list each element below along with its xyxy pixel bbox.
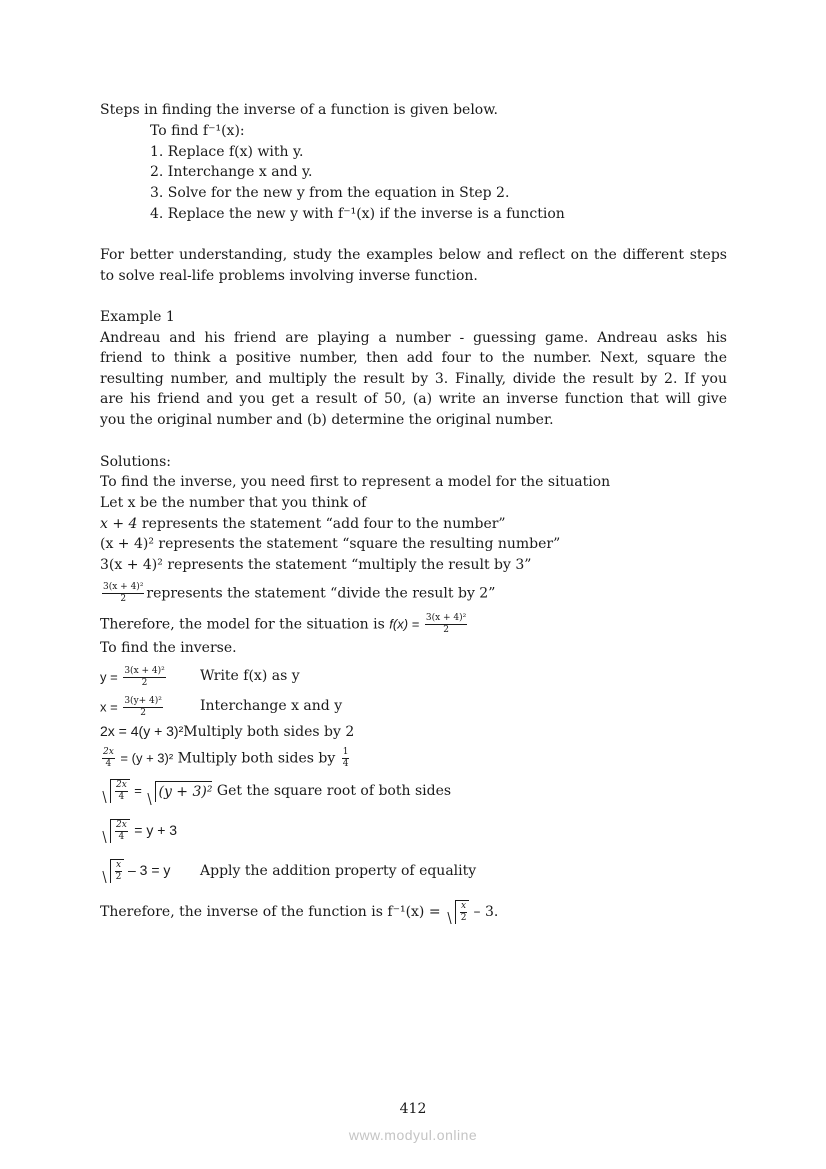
example-line: you the original number and (b) determine the original number.: [100, 412, 554, 428]
step-2: 2. Interchange x and y.: [150, 164, 313, 180]
solution-line: [100, 534, 560, 554]
solution-line: [100, 696, 343, 719]
example-title: Example 1: [100, 309, 175, 325]
math: (x + 4)²: [100, 536, 154, 552]
text: – 3.: [469, 904, 499, 920]
math: x =: [100, 699, 122, 715]
example-line: resulting number, and multiply the result by 3. Finally, divide the result by 2. If you: [100, 371, 727, 387]
to-find-heading: To find f⁻¹(x):: [150, 123, 245, 139]
math: = (y + 3)²: [116, 750, 174, 766]
text: Get the square root of both sides: [212, 783, 452, 799]
math: 3(x + 4)²: [100, 557, 163, 573]
fraction: $\frac{\text{3(y+ 4)²}}{2}$: [124, 696, 162, 718]
better-line-2: to solve real-life problems involving inverse function.: [100, 268, 478, 284]
example-line: friend to think a positive number, then add four to the number. Next, square the: [100, 350, 727, 366]
math: 2x = 4(y + 3)²: [100, 723, 184, 739]
page-number: 412: [399, 1101, 427, 1117]
text: Write f(x) as y: [200, 668, 300, 684]
text: represents the statement “divide the result by 2”: [146, 585, 496, 602]
step-1: 1. Replace f(x) with y.: [150, 144, 304, 160]
conclusion-line: [100, 900, 498, 924]
model-line: [100, 613, 469, 636]
math: =: [134, 783, 146, 798]
text: Interchange x and y: [200, 698, 343, 714]
text: represents the statement “add four to the number”: [137, 516, 506, 532]
square-root: $\frac{x}{2}$: [100, 859, 124, 883]
math: y =: [100, 669, 122, 685]
solution-line: [100, 555, 531, 575]
solution-line: Let x be the number that you think of: [100, 495, 367, 511]
solution-line: To find the inverse, you need first to represent a model for the situation: [100, 474, 611, 490]
square-root: (y + 3)²: [145, 781, 212, 802]
solution-line: [100, 779, 451, 803]
step-4: 4. Replace the new y with f⁻¹(x) if the inverse is a function: [150, 206, 565, 222]
math: – 3 = y: [124, 862, 171, 878]
square-root: $\frac{x}{2}$: [445, 900, 469, 924]
fraction: $\frac{\text{3(x + 4)²}}{2}$: [124, 666, 165, 688]
text: Multiply both sides by 2: [183, 724, 355, 740]
example-line: Andreau and his friend are playing a number - guessing game. Andreau asks his: [100, 330, 727, 346]
solution-line: [100, 819, 177, 843]
text: represents the statement “square the resulting number”: [153, 536, 561, 552]
solution-line: [100, 666, 300, 689]
step-3: 3. Solve for the new y from the equation in Step 2.: [150, 185, 510, 201]
solution-line: [100, 747, 351, 770]
square-root: $\frac{2x}{4}$: [100, 779, 130, 803]
better-line-1: For better understanding, study the examples below and reflect on the different steps: [100, 247, 727, 263]
text: Therefore, the inverse of the function is f⁻¹(x) =: [100, 904, 446, 920]
fraction: $\frac{1}{4}$: [342, 747, 349, 769]
text: Apply the addition property of equality: [200, 863, 477, 879]
solution-line: [100, 859, 477, 883]
solution-line: [100, 582, 495, 605]
intro-text: Steps in finding the inverse of a function is given below.: [100, 102, 498, 118]
solution-line: [100, 721, 354, 742]
solution-line: To find the inverse.: [100, 640, 237, 656]
fraction: $\frac{2x}{4}$: [103, 747, 114, 769]
fraction: $\frac{\text{3(x + 4)²}}{2}$: [425, 613, 467, 635]
solution-line: [100, 514, 506, 534]
example-line: are his friend and you get a result of 50, (a) write an inverse function that will give: [100, 391, 727, 407]
solutions-title: Solutions:: [100, 454, 171, 470]
text: Multiply both sides by: [173, 750, 340, 767]
math: = y + 3: [134, 822, 178, 838]
math: x + 4: [100, 516, 138, 532]
math: f(x) =: [389, 616, 423, 632]
text: represents the statement “multiply the result by 3”: [162, 557, 532, 573]
watermark: www.modyul.online: [348, 1127, 478, 1143]
text: Therefore, the model for the situation is: [100, 616, 390, 633]
fraction: $\frac{\text{3(x + 4)²}}{2}$: [103, 582, 144, 604]
square-root: $\frac{2x}{4}$: [100, 819, 130, 843]
